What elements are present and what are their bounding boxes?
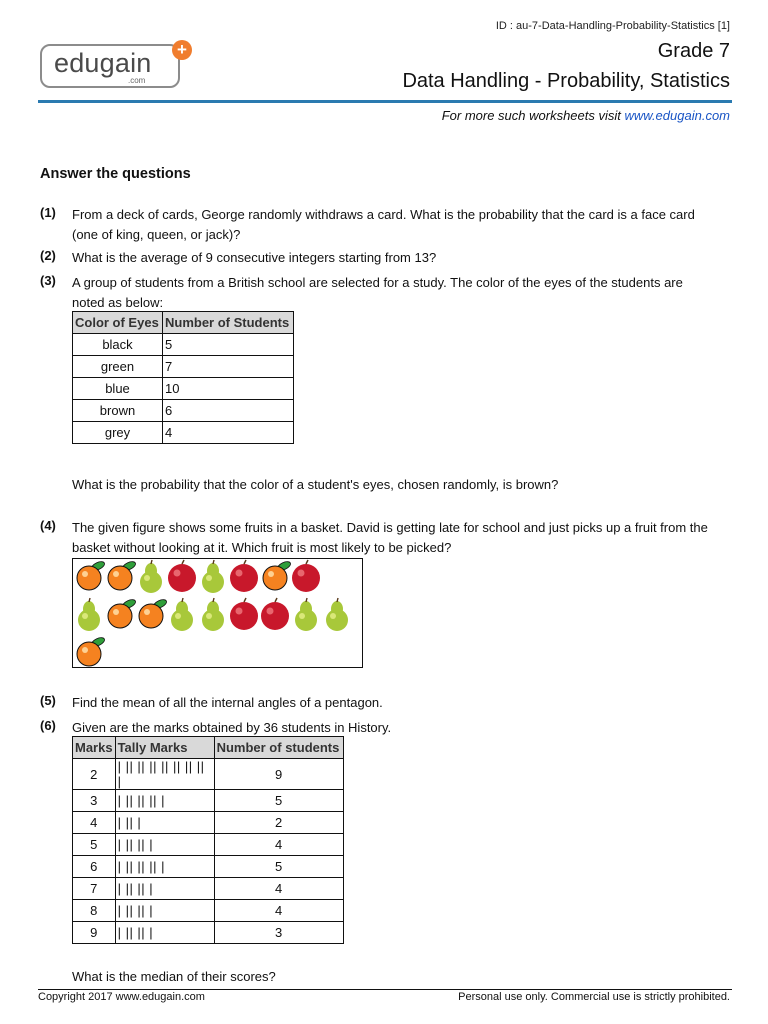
table-cell: 2 (73, 759, 116, 790)
tally-cell: | || || || || || || || | (115, 759, 214, 790)
table-cell: 7 (163, 356, 294, 378)
table-cell: 3 (73, 790, 116, 812)
question-text: What is the average of 9 consecutive integers starting from 13? (72, 250, 437, 265)
table-cell: 7 (73, 878, 116, 900)
table-cell: 6 (73, 856, 116, 878)
table-row (73, 878, 344, 900)
question-text: From a deck of cards, George randomly withdraws a card. What is the probability that the card is a face card (one of king, queen, or jack)? (72, 207, 695, 242)
table-cell: black (73, 334, 163, 356)
orange-icon (108, 560, 137, 590)
orange-icon (139, 598, 168, 628)
table-cell: 6 (163, 400, 294, 422)
table-cell: 4 (214, 834, 343, 856)
question-number: (6) (40, 718, 56, 733)
logo-word: edugain (54, 48, 152, 78)
tally-cell: | || || | (115, 878, 214, 900)
grade-title: Grade 7 (657, 40, 730, 62)
table-row (73, 422, 294, 444)
copyright-text: Copyright 2017 www.edugain.com (38, 991, 205, 1003)
eye-color-table (72, 311, 294, 444)
more-worksheets-text: For more such worksheets visit (441, 108, 625, 123)
logo-dotcom: .com (128, 76, 146, 85)
table-cell: 2 (214, 812, 343, 834)
question-number: (2) (40, 248, 56, 263)
table-row (73, 900, 344, 922)
table-row (73, 378, 294, 400)
more-worksheets-note (442, 108, 730, 123)
header-divider (38, 100, 732, 103)
tally-cell: | || | (115, 812, 214, 834)
table-header-row (73, 312, 294, 334)
tally-cell: | || || || | (115, 856, 214, 878)
table-cell: 3 (214, 922, 343, 944)
tally-cell: | || || | (115, 834, 214, 856)
question-number: (5) (40, 693, 56, 708)
table-cell: 5 (214, 790, 343, 812)
table-cell: 8 (73, 900, 116, 922)
table-row (73, 812, 344, 834)
table-row (73, 922, 344, 944)
table-cell: 10 (163, 378, 294, 400)
apple-icon (261, 598, 289, 630)
edugain-link[interactable]: www.edugain.com (624, 108, 730, 123)
apple-icon (292, 560, 320, 592)
apple-icon (168, 560, 196, 592)
tally-cell: | || || || | (115, 790, 214, 812)
plus-icon: + (172, 40, 192, 60)
fruit-basket-figure (72, 558, 363, 668)
question-followup-text: What is the median of their scores? (72, 969, 276, 984)
orange-icon (108, 598, 137, 628)
question-number: (1) (40, 205, 56, 220)
pear-icon (140, 560, 162, 593)
table-cell: grey (73, 422, 163, 444)
column-header: Tally Marks (115, 737, 214, 759)
apple-icon (230, 560, 258, 592)
table-row (73, 856, 344, 878)
table-cell: blue (73, 378, 163, 400)
edugain-logo[interactable] (40, 40, 190, 92)
table-row (73, 834, 344, 856)
table-cell: brown (73, 400, 163, 422)
question-text: The given figure shows some fruits in a basket. David is getting late for school and just picks up a fruit from the basket without looking at it. Which fruit is most likely to be picked? (72, 520, 708, 555)
table-row (73, 790, 344, 812)
table-cell: 5 (73, 834, 116, 856)
table-cell: 9 (73, 922, 116, 944)
column-header: Marks (73, 737, 116, 759)
table-row (73, 334, 294, 356)
apple-icon (230, 598, 258, 630)
column-header: Number of Students (163, 312, 294, 334)
table-cell: 4 (214, 900, 343, 922)
question-number: (3) (40, 273, 56, 288)
table-row (73, 356, 294, 378)
tally-cell: | || || | (115, 900, 214, 922)
table-cell: green (73, 356, 163, 378)
pear-icon (171, 598, 193, 631)
usage-notice: Personal use only. Commercial use is strictly prohibited. (458, 991, 730, 1003)
document-id: ID : au-7-Data-Handling-Probability-Statistics [1] (495, 20, 730, 32)
orange-icon (77, 636, 106, 666)
table-cell: 5 (214, 856, 343, 878)
question-followup-text: What is the probability that the color of a student's eyes, chosen randomly, is brown? (72, 477, 559, 492)
instructions-heading: Answer the questions (40, 166, 191, 182)
history-marks-table (72, 736, 344, 944)
pear-icon (202, 598, 224, 631)
column-header: Color of Eyes (73, 312, 163, 334)
question-number: (4) (40, 518, 56, 533)
question-text: A group of students from a British school are selected for a study. The color of the eyes of the students are noted as below: (72, 275, 683, 310)
table-cell: 4 (163, 422, 294, 444)
question-text: Find the mean of all the internal angles of a pentagon. (72, 695, 383, 710)
pear-icon (326, 598, 348, 631)
subject-title: Data Handling - Probability, Statistics (402, 70, 730, 92)
pear-icon (295, 598, 317, 631)
pear-icon (202, 560, 224, 593)
tally-cell: | || || | (115, 922, 214, 944)
table-cell: 5 (163, 334, 294, 356)
orange-icon (263, 560, 292, 590)
table-cell: 9 (214, 759, 343, 790)
orange-icon (77, 560, 106, 590)
column-header: Number of students (214, 737, 343, 759)
table-row (73, 759, 344, 790)
question-text: Given are the marks obtained by 36 students in History. (72, 720, 392, 735)
footer-divider (38, 989, 732, 990)
table-row (73, 400, 294, 422)
table-cell: 4 (73, 812, 116, 834)
pear-icon (78, 598, 100, 631)
table-header-row (73, 737, 344, 759)
table-cell: 4 (214, 878, 343, 900)
fruit-basket-drawing (73, 559, 362, 667)
